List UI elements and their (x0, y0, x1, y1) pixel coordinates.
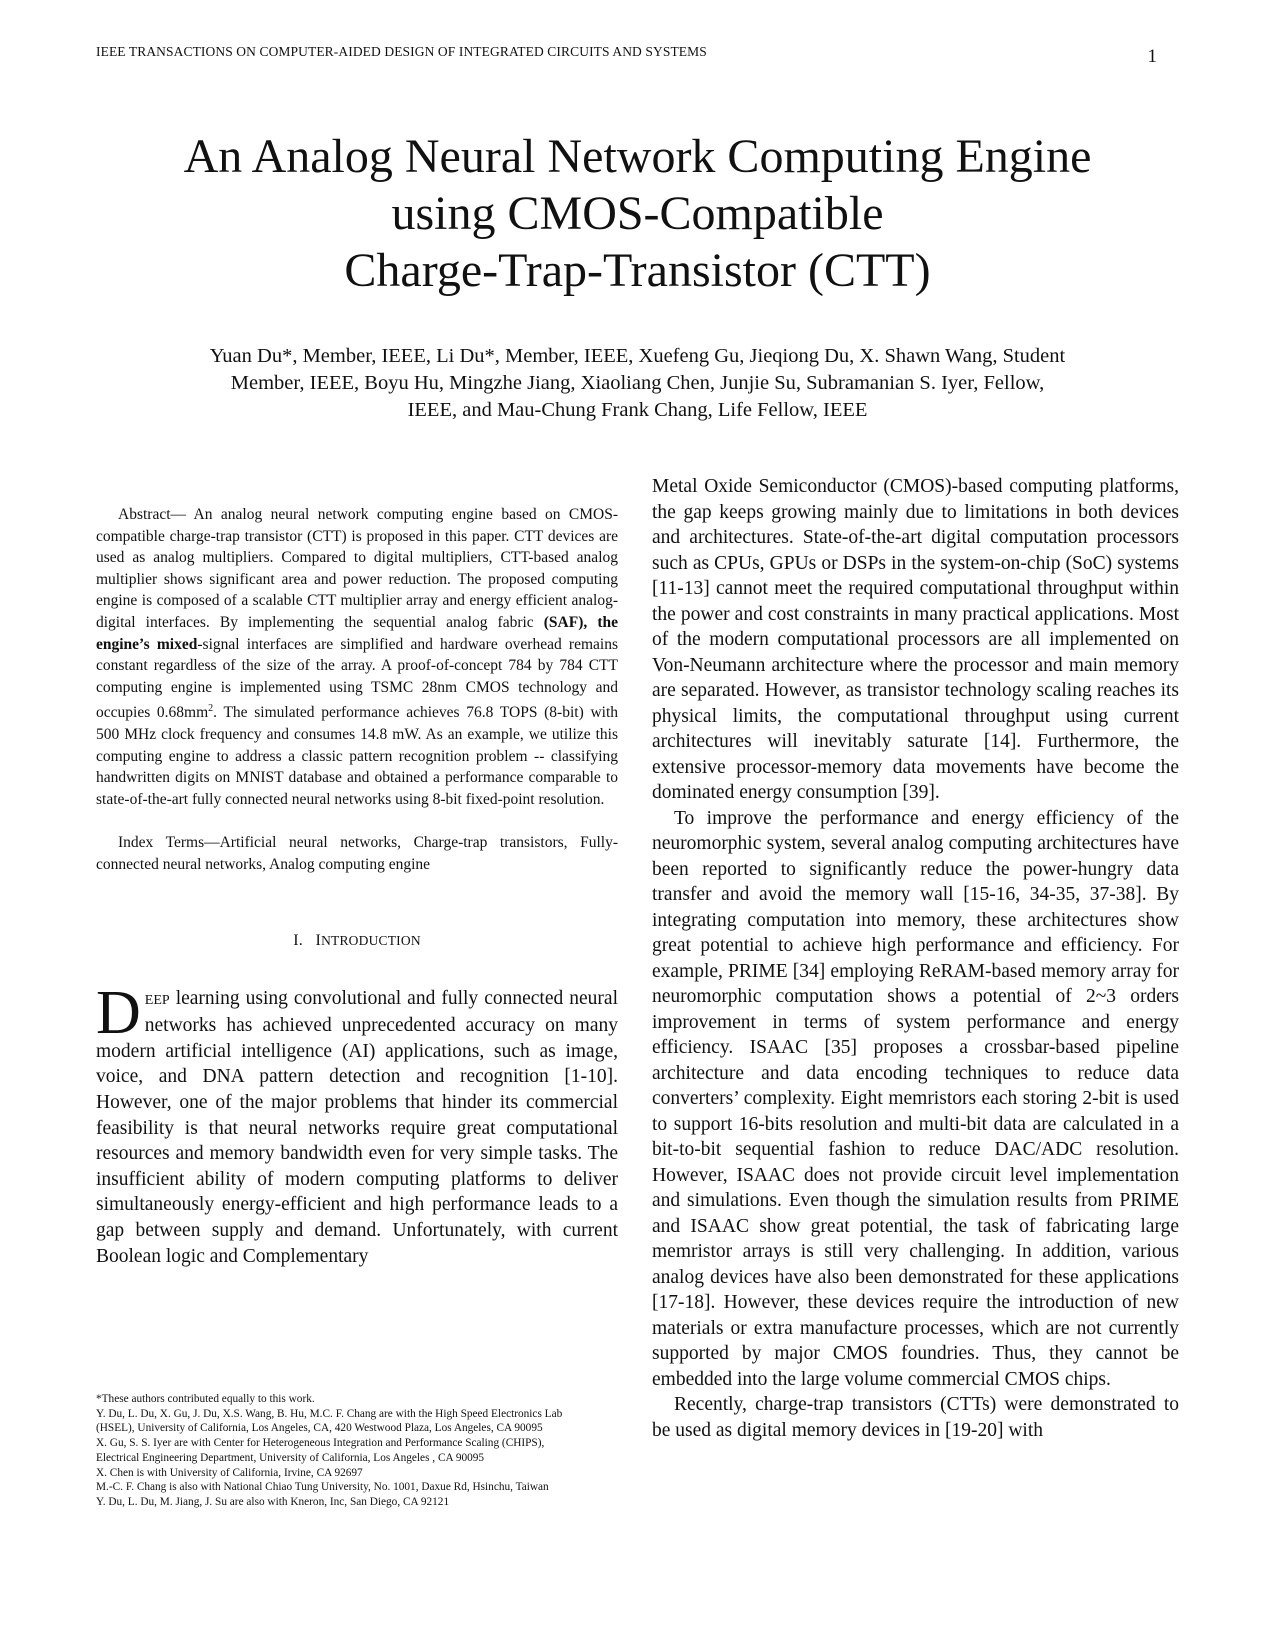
journal-running-head: IEEE TRANSACTIONS ON COMPUTER-AIDED DESIGN OF INTEGRATED CIRCUITS AND SYSTEMS (96, 44, 707, 59)
section-number: I. (293, 931, 303, 949)
abstract-superscript: 2 (208, 703, 214, 715)
footnote-line: X. Gu, S. S. Iyer are with Center for Heterogeneous Integration and Performance Scaling (CHIPS), (96, 1437, 545, 1450)
abstract-text-2: -signal interfaces are simplified and hardware overhead remains constant regardless of the size of the array. A proof-of-concept 784 by 784 CTT computing engine is implemented using TSMC 28nm CMOS technology and occupies 0.68mm (96, 635, 618, 722)
footnote-line: M.-C. F. Chang is also with National Chiao Tung University, No. 1001, Daxue Rd, Hsinchu, Taiwan (96, 1481, 549, 1494)
authors-line-3: IEEE, and Mau-Chung Frank Chang, Life Fellow, IEEE (407, 399, 868, 421)
introduction-paragraph (96, 978, 618, 1270)
title-line-2: using CMOS-Compatible (391, 187, 884, 240)
intro-text: learning using convolutional and fully connected neural networks has achieved unprecedented accuracy on many modern artificial intelligence (AI) applications, such as image, voice, and DNA pattern detection and recognition [1-10]. However, one of the major problems that hinder its commercial feasibility is that neural networks require great computational resources and memory bandwidth even for very simple tasks. The insufficient ability of modern computing platforms to deliver simultaneously energy-efficient and high performance leads to a gap between supply and demand. Unfortunately, with current Boolean logic and Complementary (96, 987, 618, 1267)
authors-line-1: Yuan Du*, Member, IEEE, Li Du*, Member, IEEE, Xuefeng Gu, Jieqiong Du, X. Shawn Wang, Student (209, 345, 1066, 367)
footnote-line: X. Chen is with University of California, Irvine, CA 92697 (96, 1466, 363, 1479)
right-paragraph-3: Recently, charge-trap transistors (CTTs) were demonstrated to be used as digital memory devices in [19-20] with (652, 1394, 1179, 1441)
footnote-line: Y. Du, L. Du, X. Gu, J. Du, X.S. Wang, B. Hu, M.C. F. Chang are with the High Speed Electronics Lab (96, 1407, 563, 1420)
page-number: 1 (1147, 46, 1157, 67)
intro-lead-word: EEP (144, 992, 170, 1008)
abstract (96, 504, 618, 810)
section-title-initial: I (315, 931, 322, 949)
right-paragraph-2: To improve the performance and energy efficiency of the neuromorphic system, several analog computing architectures have been reported to significantly reduce the power-hungry data transfer and avoid the memory wall [15-16, 34-35, 37-38]. By integrating computation into memory, these architectures show great potential to achieve high performance and efficiency. For example, PRIME [34] employing ReRAM-based memory array for neuromorphic computation shows a potential of 2~3 orders improvement in terms of system performance and energy efficiency. ISAAC [35] proposes a crossbar-based pipeline architecture and data encoding techniques to reduce data converters’ complexity. Eight memristors each storing 2-bit is used to support 16-bits resolution and multi-bit data are calculated in a bit-to-bit sequential fashion to reduce DAC/ADC resolution. However, ISAAC does not provide circuit level implementation and simulations. Even though the simulation results from PRIME and ISAAC show great potential, the task of fabricating large memristor arrays is still very challenging. In addition, various analog devices have also been demonstrated for these applications [17-18]. However, these devices require the introduction of new materials or extra manufacture processes, which are not currently supported by major CMOS foundries. Thus, they cannot be embedded into the large volume commercial CMOS chips. (652, 807, 1179, 1390)
paper-title (96, 128, 1179, 299)
footnote-line: (HSEL), University of California, Los Angeles, CA, 420 Westwood Plaza, Los Angeles, CA 90095 (96, 1422, 543, 1435)
right-column (652, 474, 1179, 1443)
title-line-1: An Analog Neural Network Computing Engine (183, 130, 1092, 183)
left-column (96, 504, 618, 1269)
drop-cap: D (96, 978, 141, 1047)
authors-line-2: Member, IEEE, Boyu Hu, Mingzhe Jiang, Xiaoliang Chen, Junjie Su, Subramanian S. Iyer, Fellow, (230, 372, 1045, 394)
footnotes (96, 1392, 656, 1510)
title-line-3: Charge-Trap-Transistor (CTT) (344, 244, 931, 297)
abstract-bold-text: (SAF), the engine’s mixed (96, 613, 618, 653)
author-list (150, 343, 1125, 424)
section-heading-introduction (96, 932, 618, 950)
right-paragraph-1: Metal Oxide Semiconductor (CMOS)-based computing platforms, the gap keeps growing mainly due to limitations in both devices and architectures. State-of-the-art digital computation processors such as CPUs, GPUs or DSPs in the system-on-chip (SoC) systems [11-13] cannot meet the required computational throughput within the power and cost constraints in many practical applications. Most of the modern computational processors are all implemented on Von-Neumann architecture where the processor and main memory are separated. However, as transistor technology scaling reaches its physical limits, the computational throughput using current architectures will inevitably saturate [14]. Furthermore, the extensive processor-memory data movements have become the dominated energy consumption [39]. (652, 476, 1179, 803)
footnote-line: *These authors contributed equally to this work. (96, 1393, 315, 1405)
index-terms: Index Terms—Artificial neural networks, Charge-trap transistors, Fully-connected neural networks, Analog computing engine (96, 834, 618, 874)
footnote-line: Y. Du, L. Du, M. Jiang, J. Su are also with Kneron, Inc, San Diego, CA 92121 (96, 1495, 450, 1508)
footnote-line: Electrical Engineering Department, University of California, Los Angeles , CA 90095 (96, 1451, 485, 1464)
section-title-rest: NTRODUCTION (321, 932, 421, 948)
abstract-text-1: Abstract— An analog neural network computing engine based on CMOS-compatible charge-trap transistor (CTT) is proposed in this paper. CTT devices are used as analog multipliers. Compared to digital multipliers, CTT-based analog multiplier shows significant area and power reduction. The proposed computing engine is composed of a scalable CTT multiplier array and energy efficient analog-digital interfaces. By implementing the sequential analog fabric (96, 506, 618, 631)
abstract-text-3: . The simulated performance achieves 76.8 TOPS (8-bit) with 500 MHz clock frequency and consumes 14.8 mW. As an example, we utilize this computing engine to address a classic pattern recognition problem -- classifying handwritten digits on MNIST database and obtained a performance comparable to state-of-the-art fully connected neural networks using 8-bit fixed-point resolution. (96, 704, 619, 808)
